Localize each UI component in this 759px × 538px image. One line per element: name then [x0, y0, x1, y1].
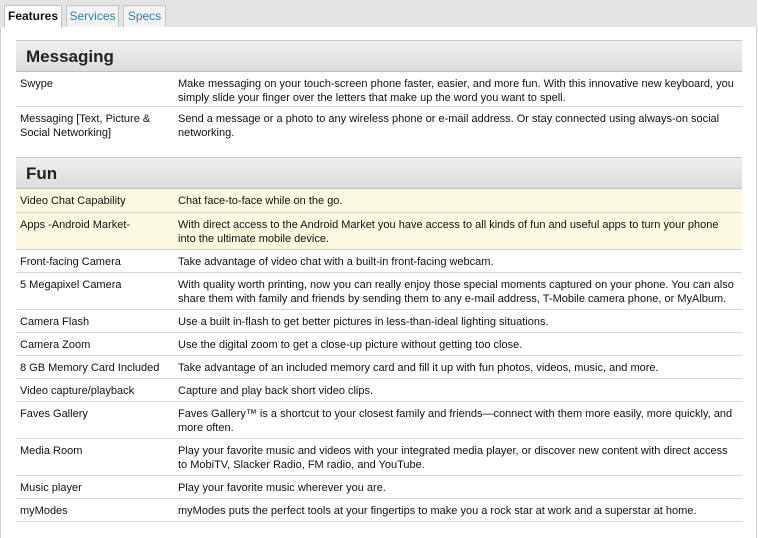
- feature-row: [16, 439, 742, 476]
- feature-name: Video Chat Capability: [20, 195, 126, 207]
- section-title: Messaging: [16, 40, 742, 72]
- tab-features[interactable]: Features: [4, 5, 62, 28]
- feature-description: Capture and play back short video clips.: [178, 385, 374, 397]
- feature-description: Play your favorite music and videos with your integrated media player, or discover new content with direct access to MobiTV, Slacker Radio, FM radio, and YouTube.: [178, 445, 728, 471]
- feature-description: Send a message or a photo to any wireless phone or e-mail address. Or stay connected using always-on social networking.: [178, 113, 720, 139]
- feature-description: Make messaging on your touch-screen phone faster, easier, and more fun. With this innovative new keyboard, you simply slide your finger over the letters that make up the word you want to spell.: [178, 78, 734, 104]
- feature-name: 5 Megapixel Camera: [20, 279, 122, 291]
- feature-row: [16, 107, 742, 145]
- feature-description: Faves Gallery™ is a shortcut to your closest family and friends—connect with them more easily, more quickly, and more often.: [178, 408, 733, 434]
- section-messaging: [16, 40, 742, 145]
- feature-description: Use the digital zoom to get a close-up picture without getting too close.: [178, 339, 523, 351]
- feature-description: Take advantage of an included memory card and fill it up with fun photos, videos, music, and more.: [178, 362, 659, 374]
- feature-description: Use a built in-flash to get better pictures in less-than-ideal lighting situations.: [178, 316, 549, 328]
- feature-name: Faves Gallery: [20, 408, 88, 420]
- feature-name: Music player: [20, 482, 82, 494]
- feature-description: Play your favorite music wherever you are.: [178, 482, 386, 494]
- feature-row: [16, 213, 742, 250]
- tab-services[interactable]: Services: [66, 5, 119, 27]
- feature-row: [16, 402, 742, 439]
- feature-name: myModes: [20, 505, 68, 517]
- tab-specs[interactable]: Specs: [123, 5, 166, 27]
- section-fun: [16, 157, 742, 522]
- feature-name: Camera Zoom: [20, 339, 91, 351]
- feature-row: [16, 333, 742, 356]
- feature-row: [16, 499, 742, 522]
- feature-row: [16, 356, 742, 379]
- feature-row: [16, 273, 742, 310]
- feature-description: Chat face-to-face while on the go.: [178, 195, 343, 207]
- feature-name: Camera Flash: [20, 316, 90, 328]
- feature-description: Take advantage of video chat with a built-in front-facing webcam.: [178, 256, 494, 268]
- feature-row: [16, 379, 742, 402]
- feature-name: Messaging [Text, Picture & Social Networking]: [20, 113, 151, 139]
- feature-description: myModes puts the perfect tools at your fingertips to make you a rock star at work and a superstar at home.: [178, 505, 697, 517]
- feature-row: [16, 310, 742, 333]
- feature-name: Swype: [20, 78, 54, 90]
- feature-row: [16, 250, 742, 273]
- feature-row: [16, 476, 742, 499]
- feature-name: 8 GB Memory Card Included: [20, 362, 160, 374]
- feature-row: [16, 189, 742, 213]
- feature-name: Apps -Android Market-: [20, 219, 131, 231]
- feature-name: Media Room: [20, 445, 83, 457]
- feature-name: Video capture/playback: [20, 385, 135, 397]
- section-title: Fun: [16, 157, 742, 189]
- feature-description: With direct access to the Android Market you have access to all kinds of fun and useful apps to turn your phone into the ultimate mobile device.: [178, 219, 719, 245]
- tab-bar: [0, 0, 757, 28]
- feature-name: Front-facing Camera: [20, 256, 121, 268]
- feature-description: With quality worth printing, now you can really enjoy those special moments captured on your phone. You can also share them with family and friends by sending them to any e-mail address, T-Mobile camera phone, or MyAlbum.: [178, 279, 734, 305]
- feature-row: [16, 72, 742, 107]
